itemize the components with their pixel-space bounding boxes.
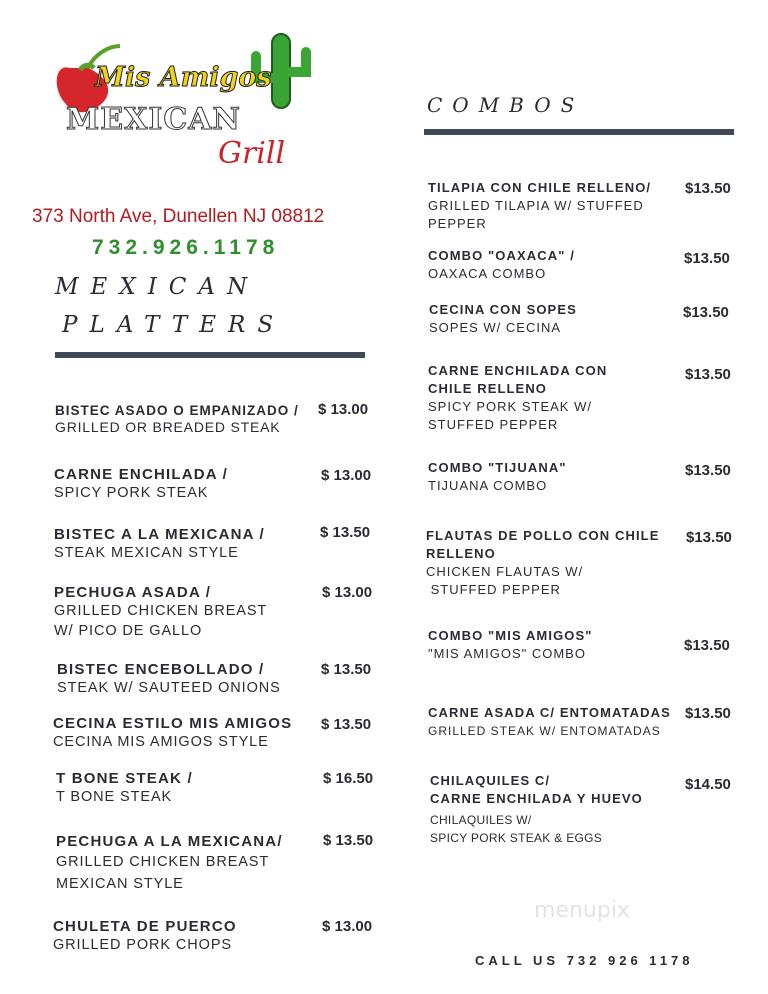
item-name: BISTEC ASADO O EMPANIZADO / [55,403,299,418]
platters-title-line1: MEXICAN [55,274,260,300]
item-price: $ 13.50 [323,832,374,849]
platter-item [54,466,228,503]
item-price: $13.50 [685,366,731,383]
item-price: $14.50 [685,776,731,793]
item-price: $13.50 [686,529,732,546]
item-price: $13.50 [685,180,731,197]
item-desc: CECINA MIS AMIGOS STYLE [53,734,269,750]
combo-item [428,459,567,495]
combo-item [428,179,651,233]
item-desc: SPICY PORK STEAK & EGGS [430,831,603,845]
platters-divider [55,352,365,358]
item-desc: GRILLED CHICKEN BREAST [56,854,270,870]
item-name: CARNE ENCHILADA / [54,466,229,483]
platter-item [54,584,267,641]
combo-item [426,527,659,599]
item-name: COMBO "MIS AMIGOS" [428,628,593,643]
platter-item [54,526,265,563]
item-name: CARNE ENCHILADA CON [428,363,608,378]
item-desc: STEAK W/ SAUTEED ONIONS [57,680,281,696]
item-name: CARNE ASADA C/ ENTOMATADAS [428,705,671,720]
item-name: T BONE STEAK / [56,770,193,787]
item-name: PECHUGA ASADA / [54,584,212,601]
platter-item [53,715,292,752]
item-desc: GRILLED CHICKEN BREAST [54,603,268,619]
item-price: $13.50 [684,250,730,267]
item-desc: STEAK MEXICAN STYLE [54,545,239,561]
item-price: $13.50 [685,462,731,479]
item-desc: W/ PICO DE GALLO [54,623,203,639]
item-name: BISTEC ENCEBOLLADO / [57,661,265,678]
item-desc: CHILAQUILES W/ [430,813,532,827]
item-desc: SOPES W/ CECINA [429,320,562,335]
item-desc: SPICY PORK STEAK W/ [428,399,592,414]
combos-title: COMBOS [427,93,585,117]
item-price: $ 13.50 [321,716,372,733]
watermark: menupix [534,898,630,923]
item-name: RELLENO [426,546,496,561]
combo-item [428,627,593,663]
platter-item [56,770,193,807]
restaurant-address: 373 North Ave, Dunellen NJ 08812 [32,206,325,227]
item-desc: TIJUANA COMBO [428,478,548,493]
item-price: $13.50 [685,705,731,722]
item-price: $ 13.00 [322,918,373,935]
item-name: CHULETA DE PUERCO [53,918,237,935]
item-name: COMBO "TIJUANA" [428,460,567,475]
item-name: CHILE RELLENO [428,381,548,396]
logo-text-mexican: MEXICAN [66,102,241,137]
item-name: PECHUGA A LA MEXICANA/ [56,833,283,850]
item-price: $ 13.00 [318,401,369,418]
item-desc: GRILLED TILAPIA W/ STUFFED [428,198,644,213]
item-desc: SPICY PORK STEAK [54,485,209,501]
item-desc: GRILLED STEAK W/ ENTOMATADAS [428,724,661,738]
item-name: CHILAQUILES C/ [430,773,551,788]
combo-item [430,772,643,847]
item-name: TILAPIA CON CHILE RELLENO/ [428,180,652,195]
platter-item [53,918,237,955]
item-name: CECINA CON SOPES [429,302,577,317]
item-name: COMBO "OAXACA" / [428,248,575,263]
item-desc: GRILLED OR BREADED STEAK [55,419,281,435]
call-us-phone[interactable]: CALL US 732 926 1178 [475,953,694,968]
item-desc: "MIS AMIGOS" COMBO [428,646,586,661]
logo-text-mis-amigos: Mis Amigos [95,62,272,93]
item-price: $ 13.50 [320,524,371,541]
combo-item [428,247,575,283]
logo-text-grill: Grill [218,136,286,171]
combos-divider [424,129,734,135]
item-desc: STUFFED PEPPER [428,417,559,432]
platter-item [55,403,299,436]
item-desc: CHICKEN FLAUTAS W/ [426,564,584,579]
item-price: $13.50 [684,637,730,654]
item-desc: STUFFED PEPPER [426,582,561,597]
item-price: $ 13.00 [322,584,373,601]
item-desc: MEXICAN STYLE [56,876,184,892]
item-name: FLAUTAS DE POLLO CON CHILE [426,528,660,543]
item-name: CECINA ESTILO MIS AMIGOS [53,715,293,732]
item-price: $ 13.50 [321,661,372,678]
combo-item [428,362,607,434]
item-desc: OAXACA COMBO [428,266,547,281]
item-price: $ 16.50 [323,770,374,787]
platters-title-line2: PLATTERS [62,312,286,338]
item-price: $13.50 [683,304,729,321]
platter-item [56,833,283,894]
item-name: BISTEC A LA MEXICANA / [54,526,265,543]
item-price: $ 13.00 [321,467,372,484]
item-desc: PEPPER [428,216,487,231]
combo-item [429,301,577,337]
combo-item [428,704,671,740]
item-desc: GRILLED PORK CHOPS [53,937,232,953]
platter-item [57,661,281,698]
restaurant-phone[interactable]: 732.926.1178 [92,236,280,259]
item-desc: T BONE STEAK [56,789,173,805]
item-name: CARNE ENCHILADA Y HUEVO [430,791,643,806]
